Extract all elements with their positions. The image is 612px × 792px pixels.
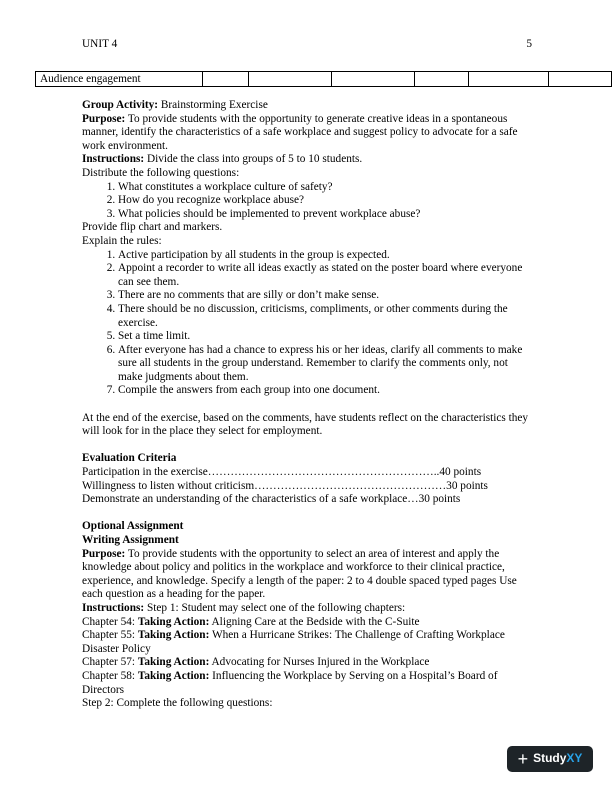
list-item: 7. Compile the answers from each group into one document.: [118, 384, 532, 398]
evaluation-heading: Evaluation Criteria: [82, 452, 177, 465]
chapter-item: Chapter 55: Taking Action: When a Hurricane Strikes: The Challenge of Crafting Workplace Disaster Policy: [82, 629, 505, 655]
step-two-line: Step 2: Complete the following questions:: [82, 697, 273, 710]
list-item: 2. How do you recognize workplace abuse?: [118, 194, 532, 208]
provide-line: Provide flip chart and markers.: [82, 221, 223, 234]
group-activity-instructions: Instructions: Divide the class into groups of 5 to 10 students.: [82, 153, 363, 166]
distribute-line: Distribute the following questions:: [82, 166, 240, 179]
criteria-item: Demonstrate an understanding of the characteristics of a safe workplace…30 points: [82, 493, 461, 506]
reflection-paragraph: At the end of the exercise, based on the comments, have students reflect on the characteristics they will look for in the place they select for employment.: [82, 411, 529, 438]
chapter-item: Chapter 57: Taking Action: Advocating for Nurses Injured in the Workplace: [82, 656, 430, 669]
rules-list: [82, 249, 532, 399]
rubric-cell: [468, 72, 548, 87]
running-header: UNIT 4: [82, 38, 118, 50]
rubric-cell: [414, 72, 468, 87]
criteria-item: Participation in the exercise……………………………………………………..40 points: [82, 466, 482, 479]
writing-subheading: Writing Assignment: [82, 534, 179, 546]
studyxy-logo[interactable]: + Study XY: [507, 746, 593, 772]
list-item: 2. Appoint a recorder to write all ideas exactly as stated on the poster board where everyone can see them.: [118, 262, 532, 289]
list-item: 1. Active participation by all students in the group is expected.: [118, 249, 532, 263]
chapter-item: Chapter 54: Taking Action: Aligning Care at the Bedside with the C-Suite: [82, 615, 420, 628]
optional-heading: Optional Assignment: [82, 520, 184, 533]
rubric-cell: [549, 72, 612, 87]
plus-icon: +: [517, 749, 529, 769]
rubric-table-row: [35, 71, 612, 87]
list-item: 4. There should be no discussion, criticisms, compliments, or other comments during the exercise.: [118, 303, 532, 330]
optional-purpose: Purpose: To provide students with the opportunity to select an area of interest and apply the knowledge about policy and politics in the workplace and workforce to their clinical practice, experience, and knowledge. Specify a length of the paper: 2 to 4 double spaced typed pages Use each question as a heading for the paper.: [82, 547, 517, 601]
rubric-cell: [203, 72, 249, 87]
page-number: 5: [526, 38, 532, 50]
optional-instructions: Instructions: Step 1: Student may select one of the following chapters:: [82, 601, 406, 614]
criteria-item: Willingness to listen without criticism……………………………………………30 points: [82, 479, 488, 492]
list-item: 6. After everyone has had a chance to express his or her ideas, clarify all comments to make sure all students in the group understand. Remember to clarify the comments only, not make judgments about them.: [118, 344, 532, 385]
list-item: 3. What policies should be implemented to prevent workplace abuse?: [118, 208, 532, 222]
rubric-cell: [331, 72, 414, 87]
chapter-item: Chapter 58: Taking Action: Influencing the Workplace by Serving on a Hospital’s Board of Directors: [82, 669, 498, 696]
list-item: 3. There are no comments that are silly or don’t make sense.: [118, 289, 532, 303]
explain-line: Explain the rules:: [82, 234, 162, 247]
list-item: 5. Set a time limit.: [118, 330, 532, 344]
questions-list: [82, 181, 532, 222]
group-activity-title: Group Activity: Brainstorming Exercise: [82, 99, 268, 111]
list-item: 1. What constitutes a workplace culture of safety?: [118, 181, 532, 195]
group-activity-purpose: Purpose: To provide students with the opportunity to generate creative ideas in a spontaneous manner, identify the characteristics of a safe workplace and suggest policy to advocate for a safe work environment.: [82, 112, 518, 152]
rubric-row-label: Audience engagement: [36, 72, 203, 87]
document-body: [82, 99, 532, 711]
rubric-cell: [248, 72, 331, 87]
